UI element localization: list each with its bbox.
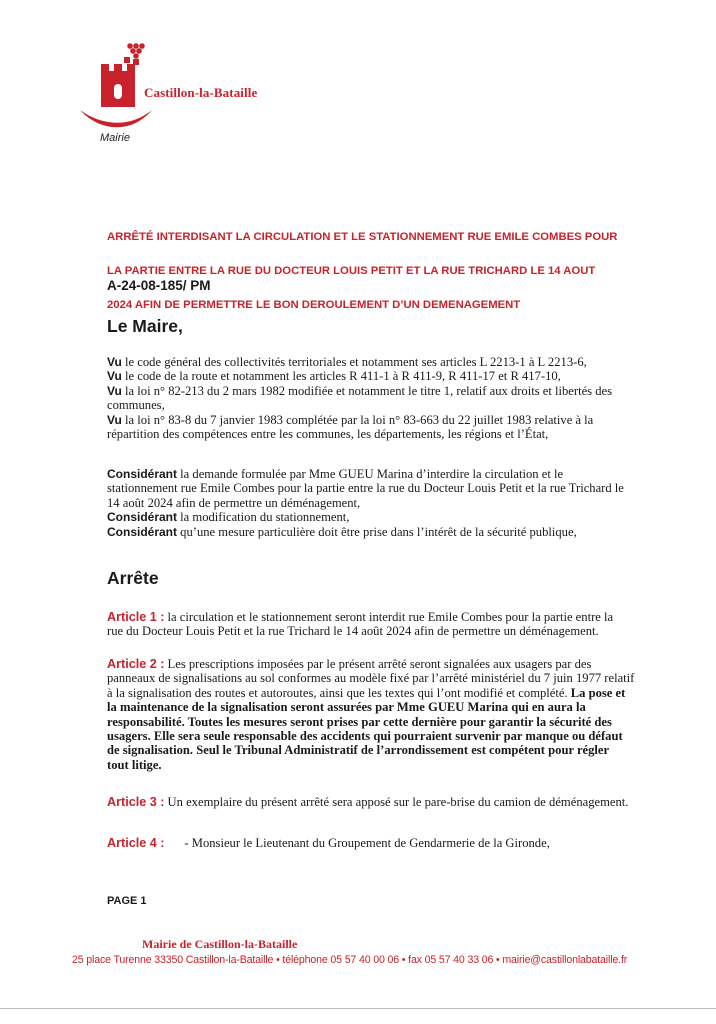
title-line: ARRÊTÉ INTERDISANT LA CIRCULATION ET LE STATIONNEMENT RUE EMILE COMBES POUR — [107, 231, 618, 243]
vu-section — [107, 355, 679, 441]
footer-address: 25 place Turenne 33350 Castillon-la-Bataille • téléphone 05 57 40 00 06 • fax 05 57 40 33 06 • mairie@castillonlabataille.fr — [72, 954, 628, 966]
article-4: Article 4 : - Monsieur le Lieutenant du Groupement de Gendarmerie de la Gironde, — [107, 836, 550, 850]
article-4-label: Article 4 : — [107, 836, 165, 850]
considerant-item: Considérant qu’une mesure particulière doit être prise dans l’intérêt de la sécurité publique, — [107, 524, 577, 539]
considerant-item-continuation: 14 août 2024 afin de permettre un déménagement, — [107, 495, 361, 510]
title-line: 2024 AFIN DE PERMETTRE LE BON DEROULEMENT D’UN DEMENAGEMENT — [107, 299, 521, 311]
vu-keyword: Vu — [107, 355, 122, 369]
le-maire-heading: Le Maire, — [107, 316, 183, 336]
article-2-label: Article 2 : — [107, 657, 165, 671]
vu-item: Vu le code de la route et notamment les articles R 411-1 à R 411-9, R 411-17 et R 417-10, — [107, 369, 561, 384]
page-number: PAGE 1 — [107, 895, 147, 907]
considerant-item: Considérant la modification du stationnement, — [107, 510, 350, 525]
article-3-label: Article 3 : — [107, 795, 165, 809]
vu-keyword: Vu — [107, 383, 122, 398]
title-line: LA PARTIE ENTRE LA RUE DU DOCTEUR LOUIS PETIT ET LA RUE TRICHARD LE 14 AOUT — [107, 265, 596, 277]
considerant-section — [107, 467, 679, 539]
vu-keyword: Vu — [107, 369, 122, 384]
vu-item-continuation: répartition des compétences entre les communes, les départements, les régions et l’État, — [107, 427, 549, 442]
article-2: Article 2 : Les prescriptions imposées par le présent arrêté seront signalées aux usagers par des panneaux de signalisations au sol conformes au modèle fixé par l’arrêté ministériel du 7 juin 1977 relatif à la signalisation des routes et autoroutes, ainsi que les textes qui l’ont modifié et complété. La pose et la maintenance de la signalisation seront assurées par Mme GUEU Marina qui en aura la responsabilité. Toutes les mesures seront prises par cette dernière pour garantir la sécurité des usagers. Elle sera seule responsable des accidents qui pourraient survenir par manque ou défaut de signalisation. Seul le Tribunal Administratif de l’arrondissement est compétent pour régler tout litige. — [107, 657, 635, 772]
arrete-heading: Arrête — [107, 568, 159, 588]
vu-item: Vu le code général des collectivités territoriales et notamment ses articles L 2213-1 à L 2213-6, — [107, 355, 587, 369]
vu-keyword: Vu — [107, 412, 122, 427]
considerant-keyword: Considérant — [107, 467, 178, 481]
article-1-label: Article 1 : — [107, 610, 165, 624]
decree-title — [107, 212, 682, 331]
vu-item: Vu la loi n° 82-213 du 2 mars 1982 modifiée et notamment le titre 1, relatif aux droits et libertés des — [107, 383, 613, 398]
considerant-keyword: Considérant — [107, 524, 178, 539]
considerant-item: Considérant la demande formulée par Mme GUEU Marina d’interdire la circulation et le — [107, 467, 564, 481]
footer-mairie-name: Mairie de Castillon-la-Bataille — [142, 937, 298, 951]
vu-item-continuation: communes, — [107, 398, 165, 413]
article-1: Article 1 : la circulation et le stationnement seront interdit rue Emile Combes pour la partie entre la rue du Docteur Louis Petit et la rue Trichard le 14 août 2024 afin de permettre un déménagement. — [107, 610, 614, 639]
article-3: Article 3 : Un exemplaire du présent arrêté sera apposé sur le pare-brise du camion de déménagement. — [107, 795, 629, 809]
logo-subtitle: Mairie — [100, 132, 130, 144]
considerant-keyword: Considérant — [107, 510, 178, 525]
considerant-item-continuation: stationnement rue Emile Combes pour la partie entre la rue du Docteur Louis Petit et la rue Trichard le — [107, 481, 624, 496]
vu-item: Vu la loi n° 83-8 du 7 janvier 1983 complétée par la loi n° 83-663 du 22 juillet 1983 relative à la — [107, 412, 594, 427]
logo-town-name: Castillon-la-Bataille — [144, 85, 258, 100]
bottom-divider — [0, 1008, 716, 1009]
decree-reference: A-24-08-185/ PM — [107, 278, 211, 293]
